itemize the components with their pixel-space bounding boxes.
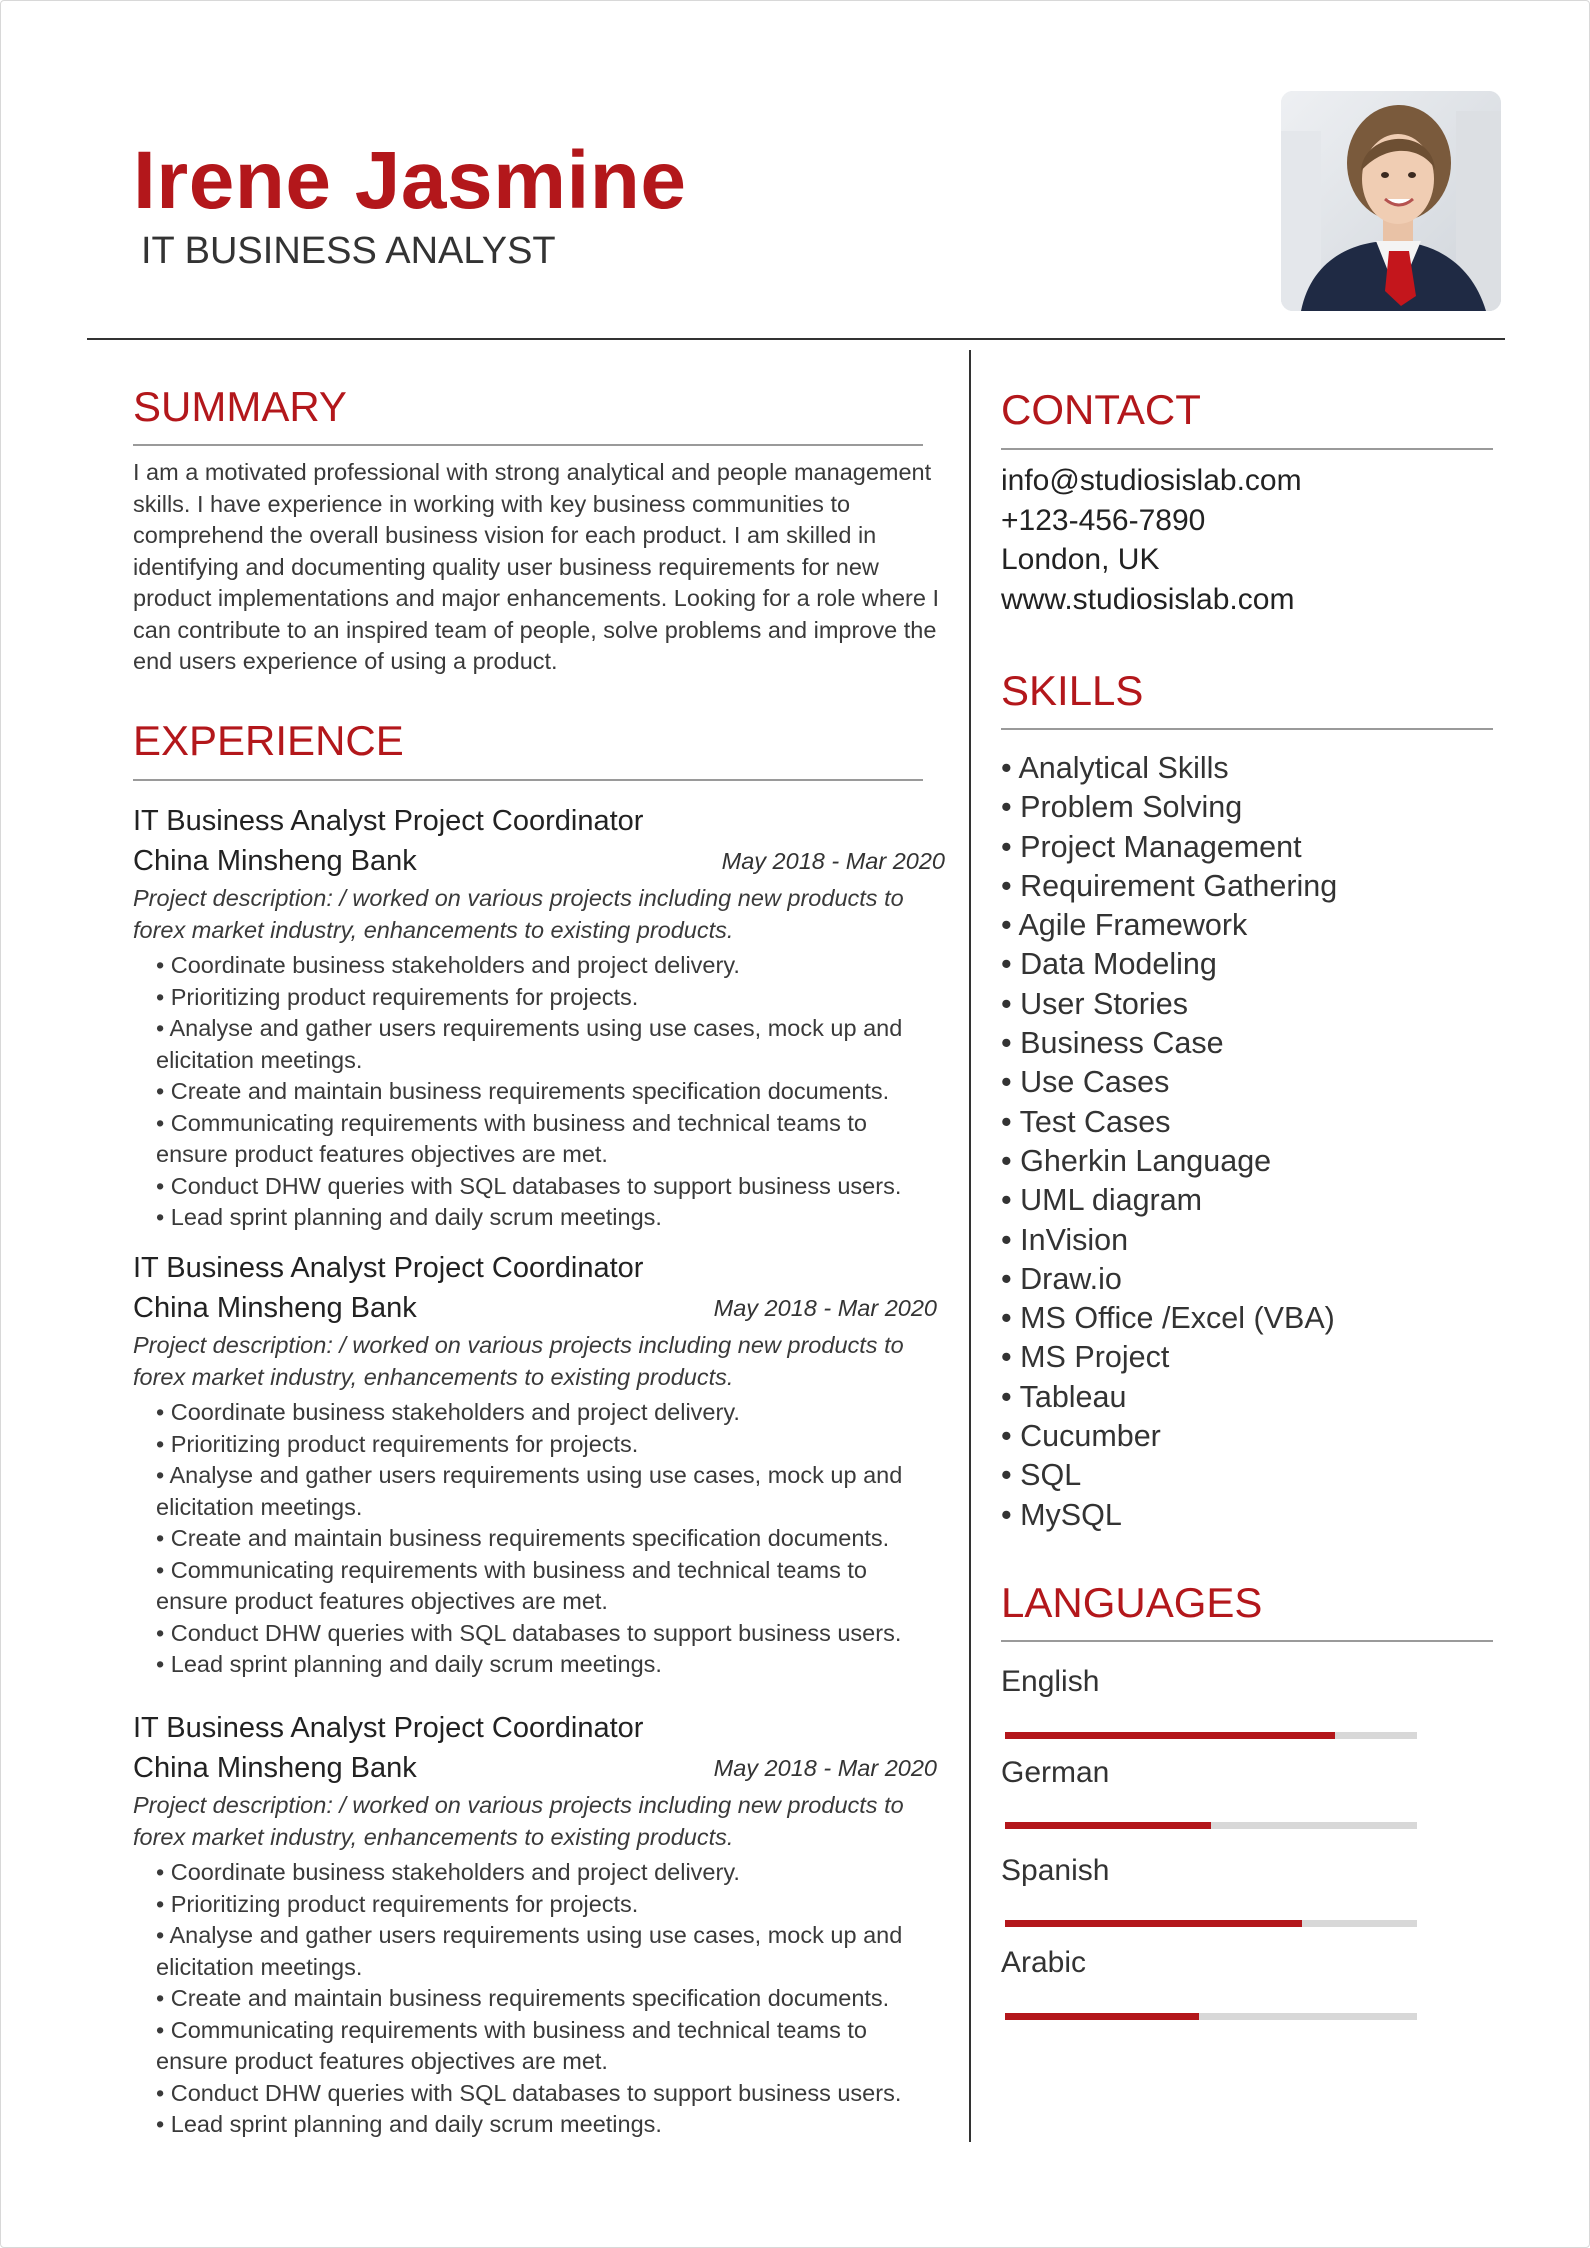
- candidate-title: IT BUSINESS ANALYST: [141, 230, 556, 272]
- job-bullet-list: [156, 1857, 933, 2141]
- skills-heading: SKILLS: [1001, 667, 1144, 714]
- language-level-bar: [1005, 1822, 1417, 1829]
- languages-rule: [1001, 1640, 1493, 1642]
- job-dates: May 2018 - Mar 2020: [713, 1755, 937, 1781]
- skill-item: • MS Office /Excel (VBA): [1001, 1301, 1335, 1336]
- contact-email[interactable]: info@studiosislab.com: [1001, 464, 1302, 497]
- language-level-bar: [1005, 1920, 1417, 1927]
- job-bullet: • Coordinate business stakeholders and project delivery.: [156, 1859, 740, 1885]
- skill-item: • User Stories: [1001, 986, 1188, 1021]
- skills-list: [1001, 749, 1337, 1535]
- job-title: IT Business Analyst Project Coordinator: [133, 1712, 644, 1744]
- job-bullet: • Analyse and gather users requirements using use cases, mock up and elicitation meetings.: [156, 1015, 903, 1073]
- summary-text: I am a motivated professional with strong analytical and people management skills. I have experience in working with key business communities to comprehend the overall business vision for each product. I am skilled in identifying and documenting quality user business requirements for new product implementations and major enhancements. Looking for a role where I can contribute to an inspired team of people, solve problems and improve the end users experience of using a product.: [133, 459, 939, 674]
- skills-rule: [1001, 728, 1493, 730]
- skill-item: • Analytical Skills: [1001, 751, 1229, 785]
- job-bullet: • Create and maintain business requirements specification documents.: [156, 1525, 890, 1551]
- skill-item: • Tableau: [1001, 1379, 1127, 1414]
- languages-heading: LANGUAGES: [1001, 1579, 1263, 1626]
- contact-website[interactable]: www.studiosislab.com: [1001, 582, 1295, 616]
- job-bullet: • Prioritizing product requirements for projects.: [156, 983, 639, 1010]
- skill-item: • InVision: [1001, 1222, 1129, 1257]
- job-bullet: • Conduct DHW queries with SQL databases to support business users.: [156, 1619, 902, 1646]
- job-bullet: • Create and maintain business requirements specification documents.: [156, 1078, 890, 1104]
- job-bullet: • Lead sprint planning and daily scrum meetings.: [156, 2111, 662, 2137]
- skill-item: • Test Cases: [1001, 1104, 1171, 1139]
- contact-location: London, UK: [1001, 543, 1160, 576]
- language-level-fill: [1005, 2013, 1199, 2020]
- skill-item: • Agile Framework: [1001, 908, 1248, 943]
- job-title: IT Business Analyst Project Coordinator: [133, 805, 644, 837]
- job-bullet: • Communicating requirements with business and technical teams to ensure product features objectives are met.: [156, 1556, 867, 1614]
- job-bullet-list: [156, 950, 933, 1234]
- experience-heading: EXPERIENCE: [133, 717, 404, 764]
- job-bullet: • Conduct DHW queries with SQL databases to support business users.: [156, 1172, 902, 1199]
- skill-item: • Use Cases: [1001, 1065, 1170, 1100]
- experience-entry: [133, 801, 945, 1234]
- skill-item: • Requirement Gathering: [1001, 868, 1338, 903]
- job-description: Project description: / worked on various projects including new products to forex market industry, enhancements to existing products.: [133, 885, 904, 943]
- language-name: Spanish: [1001, 1854, 1110, 1887]
- language-name: Arabic: [1001, 1946, 1087, 1979]
- skill-item: • UML diagram: [1001, 1183, 1203, 1218]
- job-bullet: • Coordinate business stakeholders and project delivery.: [156, 1399, 740, 1425]
- job-bullet: • Analyse and gather users requirements using use cases, mock up and elicitation meetings.: [156, 1462, 903, 1520]
- skill-item: • Problem Solving: [1001, 790, 1243, 825]
- profile-photo: [1281, 91, 1501, 311]
- job-bullet: • Conduct DHW queries with SQL databases to support business users.: [156, 2079, 902, 2106]
- skill-item: • Gherkin Language: [1001, 1143, 1272, 1178]
- experience-rule: [133, 779, 923, 781]
- job-company: China Minsheng Bank: [133, 1292, 417, 1324]
- column-divider: [969, 350, 971, 2142]
- language-entry: [1001, 1662, 1421, 1702]
- language-name: German: [1001, 1756, 1110, 1789]
- job-bullet: • Coordinate business stakeholders and project delivery.: [156, 952, 740, 978]
- job-description: Project description: / worked on various projects including new products to forex market industry, enhancements to existing products.: [133, 1792, 904, 1850]
- job-bullet: • Create and maintain business requirements specification documents.: [156, 1985, 890, 2011]
- skill-item: • Business Case: [1001, 1026, 1224, 1061]
- job-title: IT Business Analyst Project Coordinator: [133, 1252, 644, 1284]
- job-bullet: • Prioritizing product requirements for projects.: [156, 1890, 639, 1917]
- experience-entry: [133, 1708, 937, 2141]
- job-bullet: • Lead sprint planning and daily scrum meetings.: [156, 1204, 662, 1230]
- experience-entry: [133, 1248, 937, 1681]
- skill-item: • MS Project: [1001, 1340, 1170, 1375]
- profile-photo-image: [1281, 91, 1501, 311]
- job-company: China Minsheng Bank: [133, 1752, 417, 1784]
- job-bullet-list: [156, 1397, 933, 1681]
- language-level-bar: [1005, 1732, 1417, 1739]
- job-bullet: • Communicating requirements with business and technical teams to ensure product features objectives are met.: [156, 1109, 867, 1167]
- job-bullet: • Analyse and gather users requirements using use cases, mock up and elicitation meetings.: [156, 1922, 903, 1980]
- skill-item: • Project Management: [1001, 829, 1302, 864]
- summary-heading: SUMMARY: [133, 383, 347, 430]
- job-description: Project description: / worked on various projects including new products to forex market industry, enhancements to existing products.: [133, 1332, 904, 1390]
- contact-list: [1001, 461, 1302, 619]
- skill-item: • SQL: [1001, 1458, 1082, 1493]
- job-bullet: • Prioritizing product requirements for projects.: [156, 1430, 639, 1457]
- job-company: China Minsheng Bank: [133, 845, 417, 877]
- skill-item: • Draw.io: [1001, 1261, 1122, 1296]
- summary-rule: [133, 444, 923, 446]
- job-dates: May 2018 - Mar 2020: [721, 848, 945, 874]
- language-entry: [1001, 1851, 1421, 1891]
- language-level-fill: [1005, 1732, 1335, 1739]
- contact-heading: CONTACT: [1001, 386, 1201, 433]
- skill-item: • Data Modeling: [1001, 947, 1217, 982]
- job-bullet: • Communicating requirements with business and technical teams to ensure product features objectives are met.: [156, 2016, 867, 2074]
- skill-item: • MySQL: [1001, 1497, 1122, 1532]
- language-level-bar: [1005, 2013, 1417, 2020]
- language-level-fill: [1005, 1822, 1211, 1829]
- contact-rule: [1001, 448, 1493, 450]
- job-bullet: • Lead sprint planning and daily scrum meetings.: [156, 1651, 662, 1677]
- job-dates: May 2018 - Mar 2020: [713, 1295, 937, 1321]
- header-divider: [87, 338, 1505, 340]
- language-level-fill: [1005, 1920, 1302, 1927]
- language-entry: [1001, 1943, 1421, 1983]
- language-name: English: [1001, 1665, 1100, 1698]
- candidate-name: Irene Jasmine: [133, 135, 687, 226]
- language-entry: [1001, 1753, 1421, 1793]
- skill-item: • Cucumber: [1001, 1419, 1161, 1454]
- contact-phone[interactable]: +123-456-7890: [1001, 503, 1206, 537]
